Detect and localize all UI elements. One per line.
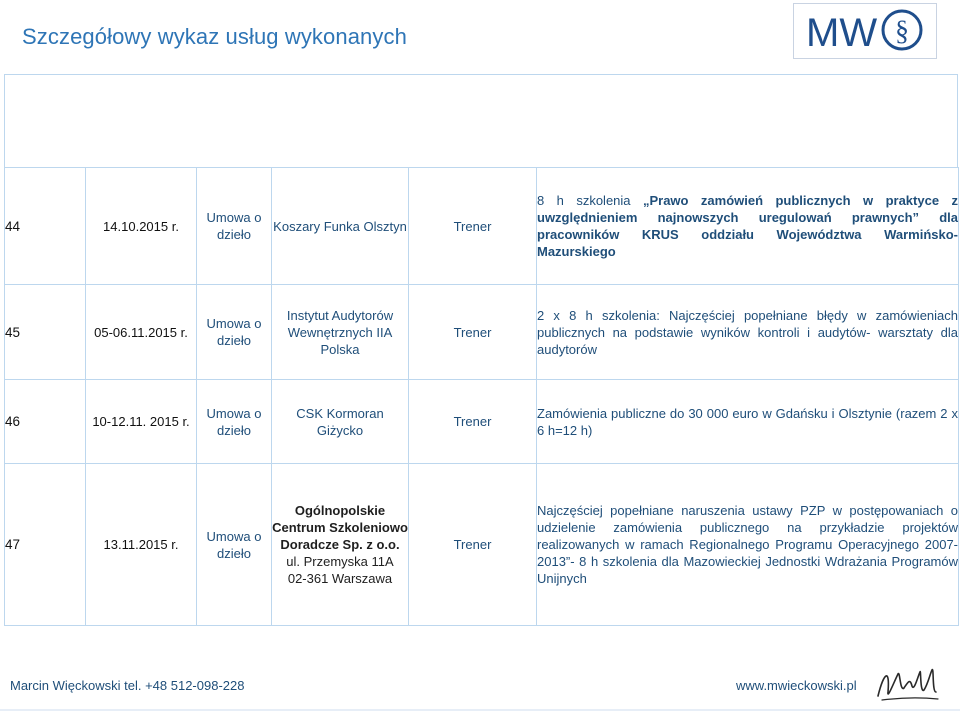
row-client: Koszary Funka Olsztyn <box>272 168 409 285</box>
row-contract-type: Umowa o dzieło <box>197 168 272 285</box>
footer-website-link[interactable]: www.mwieckowski.pl <box>736 678 857 693</box>
footer-divider <box>0 709 960 711</box>
table-row <box>5 464 959 626</box>
row-description <box>537 464 959 626</box>
services-table <box>4 167 959 626</box>
page-title: Szczegółowy wykaz usług wykonanych <box>22 24 407 49</box>
client-name: Ogólnopolskie Centrum Szkoleniowo Doradcze Sp. z o.o. <box>272 503 408 552</box>
row-contract-type: Umowa o dzieło <box>197 285 272 380</box>
row-number: 44 <box>5 168 86 285</box>
description-bold-text: „Prawo zamówień publicznych w praktyce z uwzględnieniem najnowszych uregulowań prawnych” dla pracowników KRUS oddziału Województwa Warmińsko-Mazurskiego <box>537 193 958 259</box>
description-text: Najczęściej popełniane naruszenia ustawy PZP w postępowaniach o udzielenie zamówienia publicznego na przykładzie projektów realizowanych w ramach Regionalnego Programu Operacyjnego 2007-2013”- 8 h szkolenia dla Mazowieckiej Jednostki Wdrażania Programów Unijnych <box>537 503 958 586</box>
row-date: 14.10.2015 r. <box>86 168 197 285</box>
table-header-blank <box>4 74 958 168</box>
row-contract-type: Umowa o dzieło <box>197 464 272 626</box>
logo-symbol: § <box>895 16 909 47</box>
table-row <box>5 285 959 380</box>
table-row <box>5 380 959 464</box>
row-contract-type: Umowa o dzieło <box>197 380 272 464</box>
table-row <box>5 168 959 285</box>
row-client: Instytut Audytorów Wewnętrznych IIA Polska <box>272 285 409 380</box>
row-description <box>537 285 959 380</box>
row-number: 47 <box>5 464 86 626</box>
signature-icon <box>874 662 944 706</box>
row-role: Trener <box>409 168 537 285</box>
row-number: 46 <box>5 380 86 464</box>
row-number: 45 <box>5 285 86 380</box>
mw-logo-icon <box>794 4 935 57</box>
description-text: 2 x 8 h szkolenia: Najczęściej popełniane błędy w zamówieniach publicznych na podstawie wyników kontroli i audytów- warsztaty dla audytorów <box>537 307 958 357</box>
row-client <box>272 464 409 626</box>
description-text: Zamówienia publiczne do 30 000 euro w Gdańsku i Olsztynie (razem 2 x 6 h=12 h) <box>537 405 958 438</box>
row-date: 05-06.11.2015 r. <box>86 285 197 380</box>
client-postal: 02-361 Warszawa <box>287 571 393 586</box>
row-description <box>537 380 959 464</box>
logo-text: MW <box>806 11 878 55</box>
client-street: ul. Przemyska 11A <box>286 554 394 569</box>
mw-logo <box>793 3 937 59</box>
row-description <box>537 168 959 285</box>
row-role: Trener <box>409 285 537 380</box>
description-text: 8 h szkolenia <box>537 193 643 208</box>
row-date: 10-12.11. 2015 r. <box>86 380 197 464</box>
footer-contact: Marcin Więckowski tel. +48 512-098-228 <box>10 678 245 693</box>
row-client: CSK Kormoran Giżycko <box>272 380 409 464</box>
row-role: Trener <box>409 380 537 464</box>
row-role: Trener <box>409 464 537 626</box>
row-date: 13.11.2015 r. <box>86 464 197 626</box>
